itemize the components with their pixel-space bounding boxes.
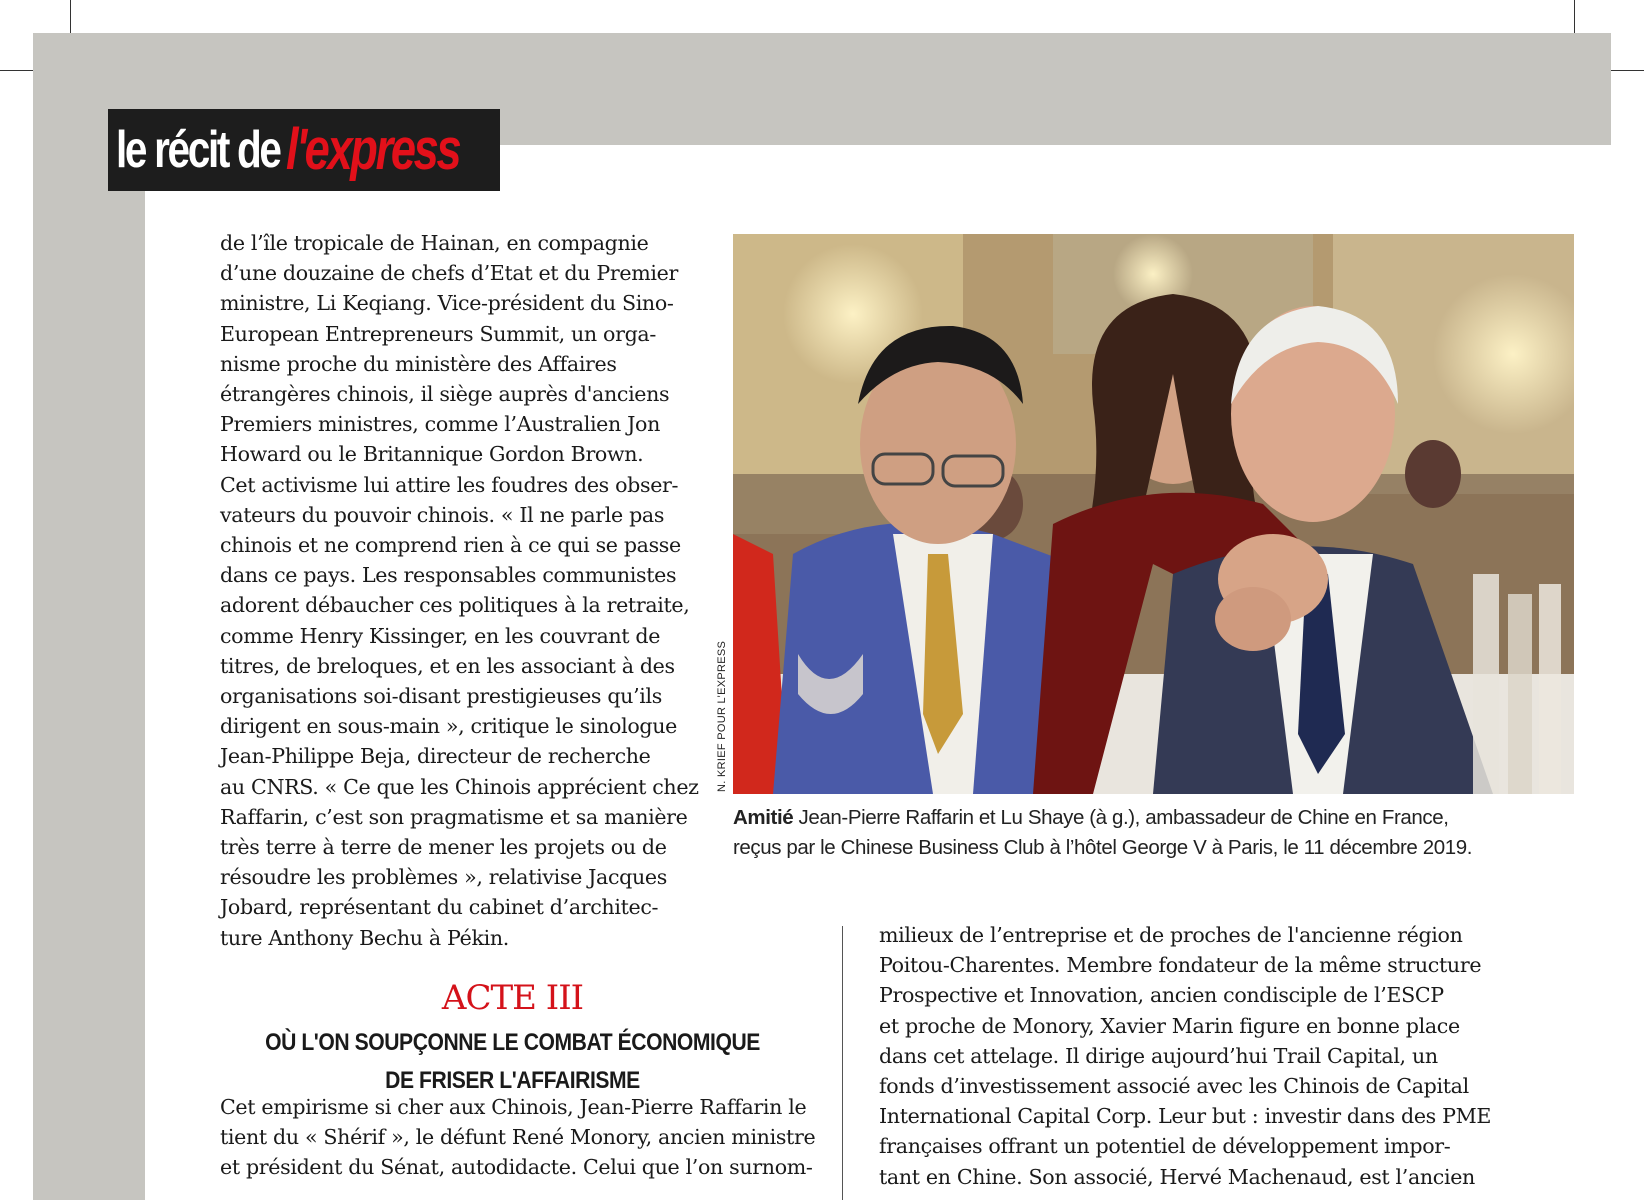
text-line: résoudre les problèmes », relativise Jacques	[220, 865, 667, 890]
caption-line-2: reçus par le Chinese Business Club à l’hôtel George V à Paris, le 11 décembre 2019.	[733, 836, 1473, 859]
text-line: françaises offrant un potentiel de développement impor-	[879, 1134, 1451, 1159]
gray-band-left	[33, 33, 145, 1200]
text-line: dirigent en sous-main », critique le sinologue	[220, 714, 677, 739]
text-line: de l’île tropicale de Hainan, en compagnie	[220, 231, 649, 255]
text-line: Howard ou le Britannique Gordon Brown.	[220, 442, 644, 467]
text-line: ture Anthony Bechu à Pékin.	[220, 925, 509, 950]
text-line: ministre, Li Keqiang. Vice-président du Sino-	[220, 291, 674, 316]
text-line: titres, de breloques, et en les associant à des	[220, 653, 675, 678]
text-line: milieux de l’entreprise et de proches de l'ancienne région	[879, 923, 1463, 947]
column-divider	[842, 926, 843, 1200]
caption-text: Jean-Pierre Raffarin et Lu Shaye (à g.), ambassadeur de Chine en France,	[793, 806, 1449, 829]
photo-credit: N. KRIEF POUR L’EXPRESS	[716, 640, 728, 792]
text-line: très terre à terre de mener les projets ou de	[220, 835, 667, 860]
text-line: dans cet attelage. Il dirige aujourd’hui Trail Capital, un	[879, 1043, 1438, 1068]
text-line: tant en Chine. Son associé, Hervé Machenaud, est l’ancien	[879, 1164, 1475, 1189]
article-column-3	[879, 920, 1492, 1192]
text-line: Cet activisme lui attire les foudres des obser-	[220, 472, 679, 497]
text-line: et président du Sénat, autodidacte. Celui que l’on surnom-	[220, 1155, 813, 1180]
subtitle-line: DE FRISER L'AFFAIRISME	[385, 1067, 640, 1094]
text-line: comme Henry Kissinger, en les couvrant de	[220, 623, 661, 648]
text-line: Premiers ministres, comme l’Australien Jon	[220, 412, 660, 437]
text-line: organisations soi-disant prestigieuses qu’ils	[220, 684, 662, 709]
text-line: étrangères chinois, il siège auprès d'anciens	[220, 382, 670, 407]
text-line: Poitou-Charentes. Membre fondateur de la même structure	[879, 953, 1482, 978]
text-line: Cet empirisme si cher aux Chinois, Jean-Pierre Raffarin le	[220, 1095, 807, 1119]
text-line: European Entrepreneurs Summit, un orga-	[220, 321, 656, 346]
section-title: ACTE III	[441, 978, 584, 1018]
photo-illustration	[733, 234, 1574, 794]
le-recit-de-lexpress-logo	[108, 109, 500, 191]
text-line: vateurs du pouvoir chinois. « Il ne parle pas	[220, 502, 665, 527]
text-line: fonds d’investissement associé avec les Chinois de Capital	[879, 1074, 1469, 1099]
text-line: Jean-Philippe Beja, directeur de recherche	[220, 744, 651, 769]
logo-text-white: le récit de	[116, 121, 280, 179]
text-line: Prospective et Innovation, ancien condisciple de l’ESCP	[879, 983, 1444, 1008]
text-line: et proche de Monory, Xavier Marin figure en bonne place	[879, 1013, 1460, 1038]
text-line: nisme proche du ministère des Affaires	[220, 351, 617, 376]
article-photo	[733, 234, 1574, 794]
text-line: chinois et ne comprend rien à ce qui se passe	[220, 533, 681, 558]
text-line: International Capital Corp. Leur but : investir dans des PME	[879, 1104, 1492, 1129]
text-line: tient du « Shérif », le défunt René Monory, ancien ministre	[220, 1125, 816, 1150]
text-line: au CNRS. « Ce que les Chinois apprécient chez	[220, 774, 699, 799]
text-line: dans ce pays. Les responsables communistes	[220, 563, 677, 588]
text-line: Jobard, représentant du cabinet d’architec-	[220, 895, 659, 920]
article-column-1	[220, 228, 699, 953]
logo-text-red: l'express	[286, 117, 460, 182]
caption-lead: Amitié	[733, 806, 794, 829]
text-line: Raffarin, c’est son pragmatisme et sa manière	[220, 804, 688, 829]
article-column-2	[220, 1092, 816, 1183]
section-subtitle	[255, 1024, 770, 1100]
photo-caption	[733, 803, 1583, 863]
subtitle-line: OÙ L'ON SOUPÇONNE LE COMBAT ÉCONOMIQUE	[265, 1029, 760, 1056]
text-line: adorent débaucher ces politiques à la retraite,	[220, 593, 690, 618]
caption-line-1	[733, 803, 1583, 833]
text-line: d’une douzaine de chefs d’Etat et du Premier	[220, 261, 678, 286]
